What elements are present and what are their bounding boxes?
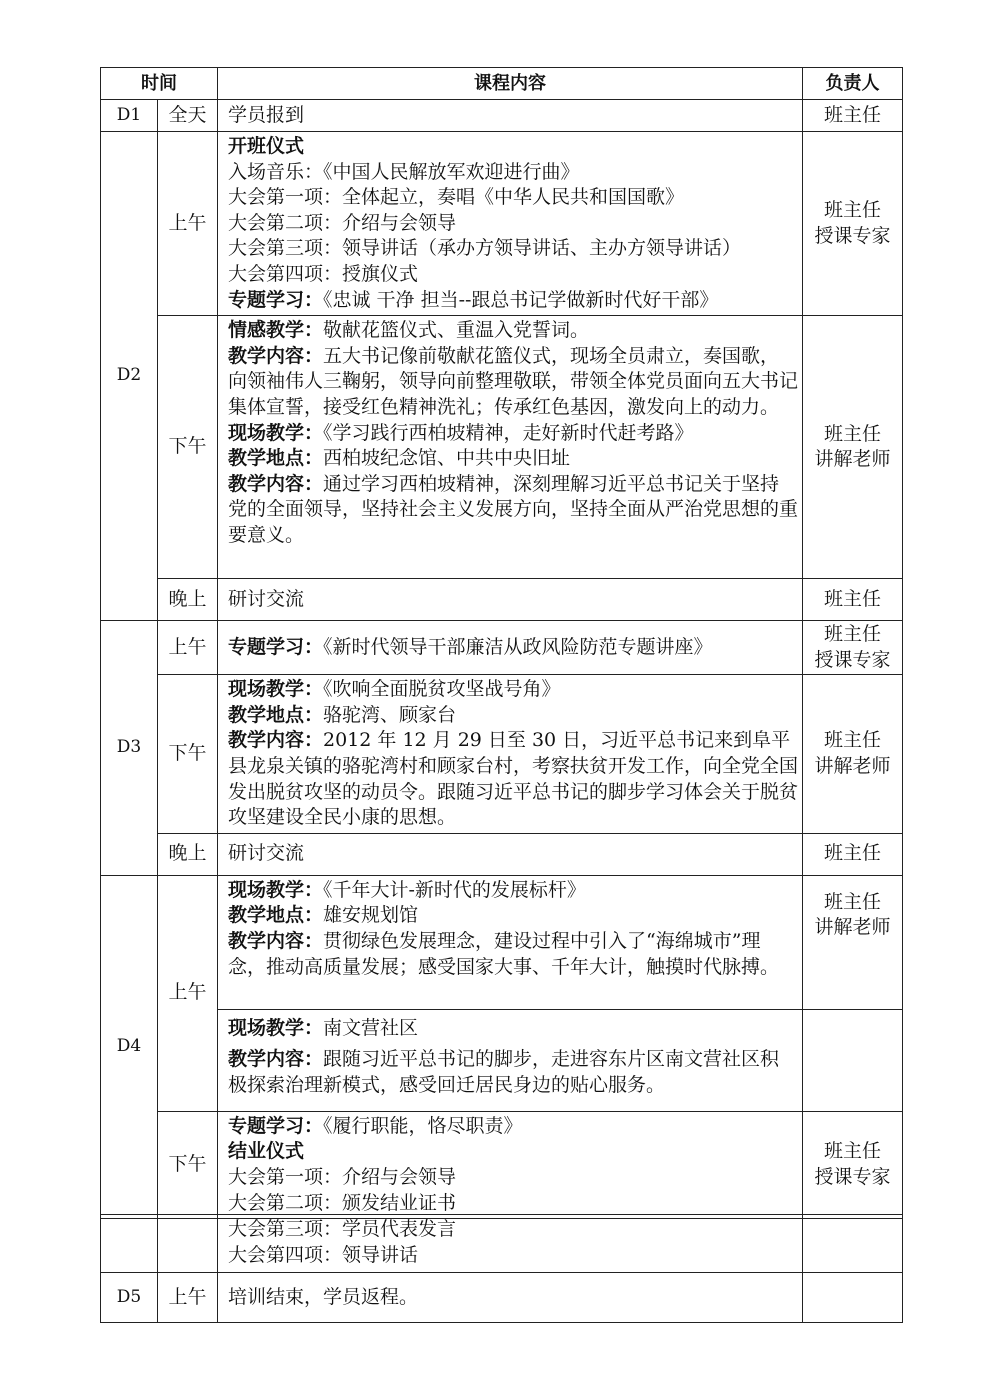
item-label: 现场教学： bbox=[228, 678, 324, 701]
responsible-cell bbox=[803, 1111, 903, 1218]
item-text: 《学习践行西柏坡精神，走好新时代赶考路》 bbox=[323, 421, 694, 444]
content-item bbox=[228, 1047, 798, 1098]
table-row bbox=[101, 1009, 903, 1111]
item-text: 《忠诚 干净 担当--跟总书记学做新时代好干部》 bbox=[323, 288, 719, 311]
header-responsible: 负责人 bbox=[803, 68, 903, 100]
item-text: 2012 年 12 月 29 日至 30 日，习近平总书记来到阜平县龙泉关镇的骆驼湾村和顾家台村，考察扶贫开发工作，向全党全国发出脱贫攻坚的动员令。跟随习近平总书记的脚步学习体会关于脱贫攻坚建设全民小康的思想。 bbox=[228, 729, 799, 829]
item-label: 教学内容： bbox=[228, 1048, 324, 1071]
content-item bbox=[228, 421, 798, 447]
content-cell bbox=[218, 1009, 803, 1111]
content-line: 大会第二项：介绍与会领导 bbox=[228, 211, 457, 234]
responsible-line: 授课专家 bbox=[814, 1165, 891, 1188]
ceremony-title: 结业仪式 bbox=[228, 1140, 305, 1163]
responsible-cell bbox=[803, 621, 903, 675]
item-text: 《新时代领导干部廉洁从政风险防范专题讲座》 bbox=[323, 635, 713, 658]
ceremony-title: 开班仪式 bbox=[228, 135, 305, 157]
table-row bbox=[101, 1111, 903, 1218]
table-row bbox=[101, 1215, 903, 1273]
schedule-table-continued bbox=[100, 1214, 903, 1323]
day-cell: D5 bbox=[101, 1273, 158, 1323]
table-row bbox=[101, 621, 903, 675]
item-text: 骆驼湾、顾家台 bbox=[323, 703, 457, 726]
day-cell-empty bbox=[101, 1215, 158, 1273]
schedule-table bbox=[100, 67, 903, 1219]
period-cell: 上午 bbox=[158, 875, 218, 1111]
day-cell: D3 bbox=[101, 621, 158, 876]
responsible-line: 班主任 bbox=[823, 623, 881, 646]
content-item bbox=[228, 878, 798, 904]
responsible-cell bbox=[803, 875, 903, 1009]
header-time: 时间 bbox=[101, 68, 218, 100]
responsible-line: 授课专家 bbox=[814, 224, 891, 247]
content-line: 大会第二项：颁发结业证书 bbox=[228, 1191, 457, 1214]
period-cell: 全天 bbox=[158, 100, 218, 132]
content-item bbox=[228, 728, 798, 830]
responsible-cell bbox=[803, 316, 903, 579]
content-cell: 研讨交流 bbox=[218, 579, 803, 621]
item-label: 现场教学： bbox=[228, 878, 324, 901]
header-content: 课程内容 bbox=[218, 68, 803, 100]
responsible-cell: 班主任 bbox=[803, 100, 903, 132]
table-row bbox=[101, 875, 903, 1009]
content-cell bbox=[218, 675, 803, 834]
responsible-line: 班主任 bbox=[823, 198, 881, 221]
item-label: 专题学习： bbox=[228, 1114, 324, 1137]
item-text: 敬献花篮仪式、重温入党誓词。 bbox=[323, 319, 590, 342]
item-label: 专题学习： bbox=[228, 635, 324, 658]
responsible-cell bbox=[803, 675, 903, 834]
content-cell bbox=[218, 316, 803, 579]
content-item bbox=[228, 929, 798, 980]
period-cell: 上午 bbox=[158, 1273, 218, 1323]
responsible-line: 讲解老师 bbox=[814, 448, 891, 471]
item-label: 教学内容： bbox=[228, 472, 324, 495]
content-cell bbox=[218, 1215, 803, 1273]
content-cell bbox=[218, 621, 803, 675]
item-label: 教学地点： bbox=[228, 447, 324, 470]
period-cell: 下午 bbox=[158, 675, 218, 834]
period-cell: 上午 bbox=[158, 132, 218, 316]
item-label: 教学内容： bbox=[228, 344, 324, 367]
responsible-line: 讲解老师 bbox=[814, 754, 891, 777]
content-item bbox=[228, 677, 798, 703]
table-row bbox=[101, 579, 903, 621]
item-label: 教学地点： bbox=[228, 904, 324, 927]
content-line: 大会第三项：领导讲话（承办方领导讲话、主办方领导讲话） bbox=[228, 237, 742, 260]
item-label: 教学内容： bbox=[228, 729, 324, 752]
item-text: 贯彻绿色发展理念，建设过程中引入了“海绵城市”理念，推动高质量发展；感受国家大事、千年大计，触摸时代脉搏。 bbox=[228, 929, 780, 978]
content-cell: 学员报到 bbox=[218, 100, 803, 132]
item-text: 南文营社区 bbox=[323, 1016, 419, 1039]
content-cell bbox=[218, 132, 803, 316]
item-label: 教学地点： bbox=[228, 703, 324, 726]
responsible-line: 班主任 bbox=[823, 890, 881, 913]
content-cell bbox=[218, 875, 803, 1009]
item-label: 情感教学： bbox=[228, 319, 324, 342]
responsible-line: 班主任 bbox=[823, 1140, 881, 1163]
responsible-cell bbox=[803, 132, 903, 316]
item-text: 跟随习近平总书记的脚步，走进容东片区南文营社区积极探索治理新模式，感受回迁居民身边的贴心服务。 bbox=[228, 1048, 780, 1096]
responsible-line: 讲解老师 bbox=[814, 916, 891, 939]
item-text: 五大书记像前敬献花篮仪式，现场全员肃立，奏国歌，向领袖伟人三鞠躬，领导向前整理敬联，带领全体党员面向五大书记集体宣誓，接受红色精神洗礼；传承红色基因，激发向上的动力。 bbox=[228, 344, 799, 418]
item-text: 《履行职能，恪尽职责》 bbox=[323, 1114, 523, 1137]
table-row bbox=[101, 100, 903, 132]
table-row bbox=[101, 316, 903, 579]
item-text: 西柏坡纪念馆、中共中央旧址 bbox=[323, 447, 571, 470]
period-cell: 晚上 bbox=[158, 579, 218, 621]
content-cell: 培训结束，学员返程。 bbox=[218, 1273, 803, 1323]
responsible-line: 班主任 bbox=[823, 422, 881, 445]
responsible-cell: 班主任 bbox=[803, 833, 903, 875]
item-label: 专题学习： bbox=[228, 288, 324, 311]
content-item bbox=[228, 1114, 798, 1140]
content-cell: 研讨交流 bbox=[218, 833, 803, 875]
item-text: 雄安规划馆 bbox=[323, 904, 419, 927]
responsible-cell-empty bbox=[803, 1215, 903, 1273]
item-text: 《吹响全面脱贫攻坚战号角》 bbox=[323, 678, 561, 701]
content-item bbox=[228, 703, 798, 729]
day-cell: D2 bbox=[101, 132, 158, 621]
responsible-cell-empty bbox=[803, 1009, 903, 1111]
content-line: 大会第三项：学员代表发言 bbox=[228, 1218, 457, 1240]
item-text: 《千年大计-新时代的发展标杆》 bbox=[323, 878, 586, 901]
responsible-cell-empty bbox=[803, 1273, 903, 1323]
item-label: 教学内容： bbox=[228, 929, 324, 952]
content-item bbox=[228, 472, 798, 549]
day-cell: D4 bbox=[101, 875, 158, 1218]
item-label: 现场教学： bbox=[228, 1016, 324, 1039]
day-cell: D1 bbox=[101, 100, 158, 132]
content-line bbox=[228, 288, 798, 314]
period-cell: 晚上 bbox=[158, 833, 218, 875]
table-row bbox=[101, 675, 903, 834]
period-cell: 下午 bbox=[158, 316, 218, 579]
content-cell bbox=[218, 1111, 803, 1218]
period-cell: 下午 bbox=[158, 1111, 218, 1218]
content-item bbox=[228, 1016, 798, 1042]
table-row bbox=[101, 833, 903, 875]
header-row bbox=[101, 68, 903, 100]
table-row bbox=[101, 132, 903, 316]
content-line: 大会第一项：全体起立，奏唱《中华人民共和国国歌》 bbox=[228, 186, 685, 209]
responsible-line: 授课专家 bbox=[814, 648, 891, 671]
responsible-line: 班主任 bbox=[823, 729, 881, 752]
item-text: 通过学习西柏坡精神，深刻理解习近平总书记关于坚持党的全面领导，坚持社会主义发展方向，坚持全面从严治党思想的重要意义。 bbox=[228, 472, 799, 546]
content-item bbox=[228, 344, 798, 421]
content-line: 大会第四项：授旗仪式 bbox=[228, 262, 419, 285]
content-item bbox=[228, 903, 798, 929]
content-line: 大会第一项：介绍与会领导 bbox=[228, 1165, 457, 1188]
content-item bbox=[228, 318, 798, 344]
content-item bbox=[228, 446, 798, 472]
responsible-cell: 班主任 bbox=[803, 579, 903, 621]
table-row bbox=[101, 1273, 903, 1323]
content-line: 大会第四项：领导讲话 bbox=[228, 1243, 419, 1266]
period-cell-empty bbox=[158, 1215, 218, 1273]
item-label: 现场教学： bbox=[228, 421, 324, 444]
content-line: 入场音乐：《中国人民解放军欢迎进行曲》 bbox=[228, 160, 580, 183]
period-cell: 上午 bbox=[158, 621, 218, 675]
